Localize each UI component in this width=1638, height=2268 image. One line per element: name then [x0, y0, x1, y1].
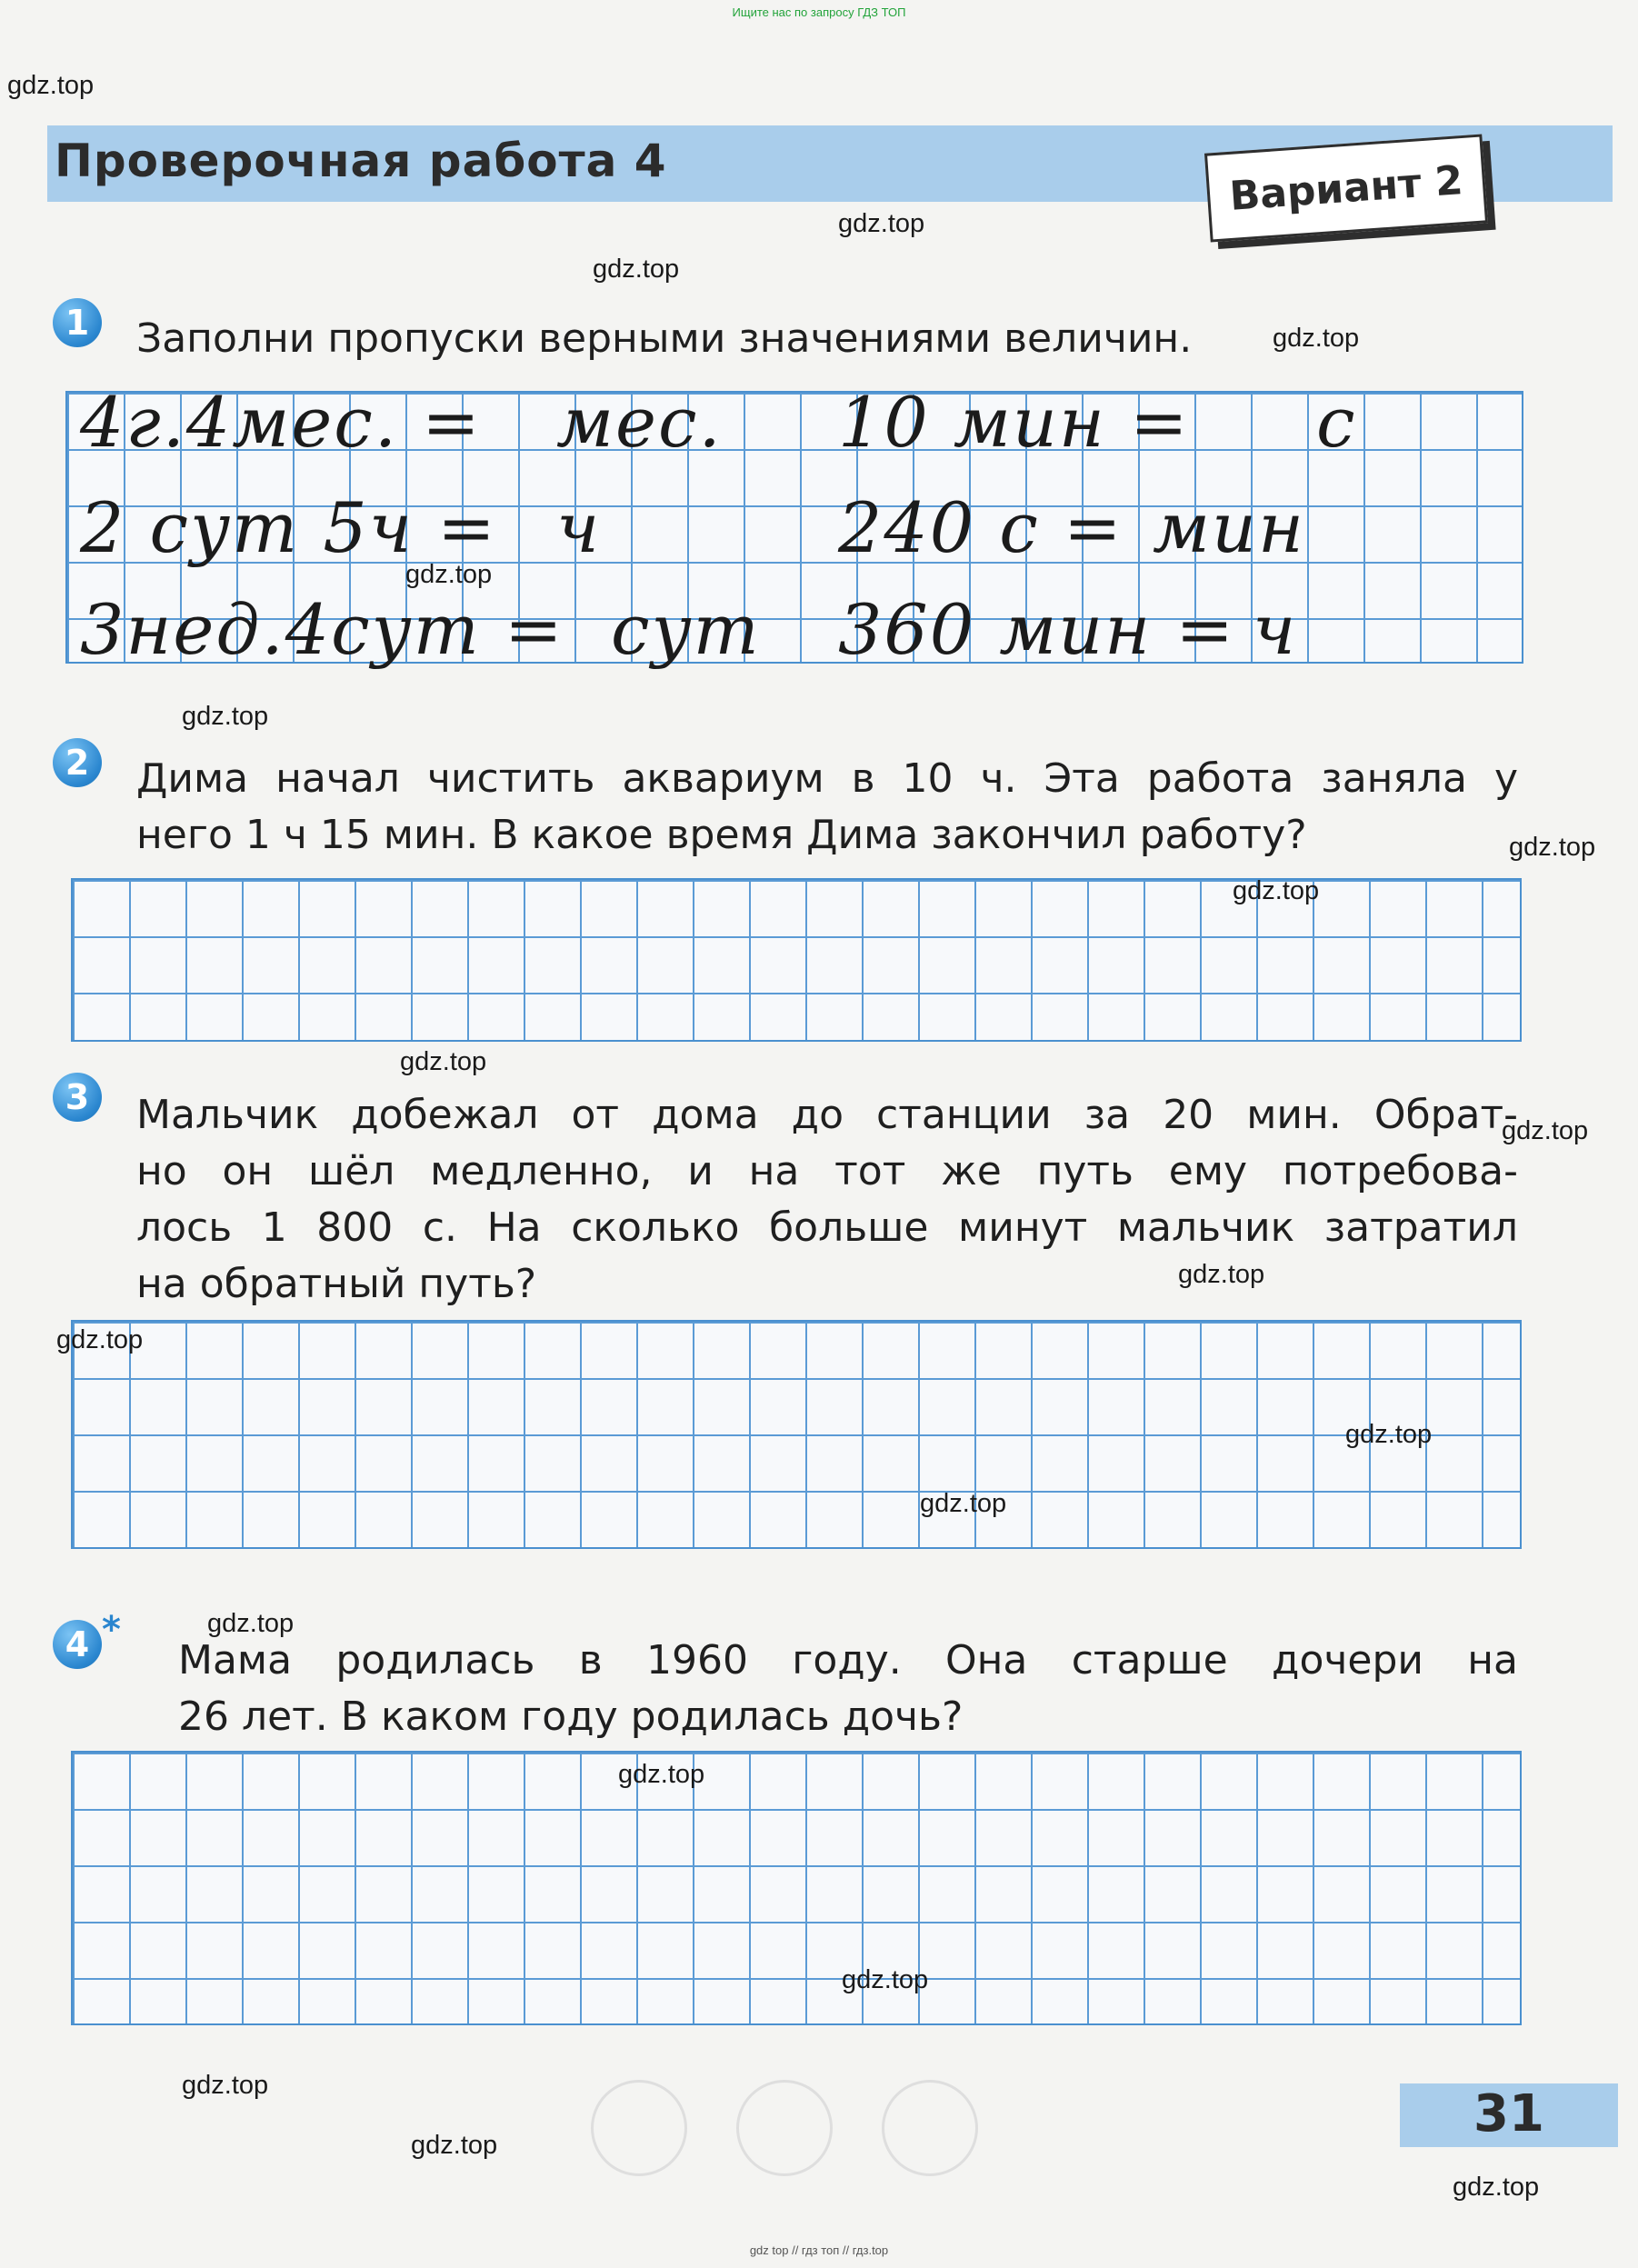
watermark: gdz.top	[1502, 1116, 1589, 1145]
watermark: gdz.top	[1233, 876, 1320, 905]
task4-answer-grid[interactable]	[71, 1751, 1522, 2025]
task-number-badge	[53, 1073, 102, 1122]
watermark: gdz.top	[1273, 324, 1360, 353]
watermark: gdz.top	[182, 2071, 269, 2100]
happy-face-icon	[882, 2080, 978, 2176]
task3-text-line4: на обратный путь?	[136, 1261, 537, 1307]
watermark: gdz.top	[618, 1760, 705, 1789]
task3-text-line2: но он шёл медленно, и на тот же путь ему потребова-	[136, 1148, 1518, 1194]
sad-face-icon	[591, 2080, 687, 2176]
task2-text-line1: Дима начал чистить аквариум в 10 ч. Эта работа заняла у	[136, 755, 1518, 802]
handwriting-row2-mid: ч	[556, 487, 602, 568]
watermark: gdz.top	[400, 1047, 487, 1076]
watermark: gdz.top	[920, 1489, 1007, 1518]
variant-badge	[1204, 134, 1488, 242]
page-number: 31	[1473, 2084, 1544, 2143]
watermark: gdz.top	[1453, 2173, 1540, 2202]
watermark: gdz.top	[182, 702, 269, 731]
task-number-badge	[53, 298, 102, 347]
watermark: gdz.top	[405, 560, 493, 589]
handwriting-row1-left: 4г.4мес. =	[80, 382, 482, 463]
task-number: 1	[65, 303, 90, 343]
handwriting-row2-left: 2 сут 5ч =	[80, 487, 497, 568]
handwriting-row1-mid: мес.	[556, 382, 723, 463]
handwriting-row2-right: 240 с =	[838, 487, 1124, 568]
task-number: 3	[65, 1077, 90, 1117]
handwriting-row1-right: 10 мин =	[838, 382, 1190, 463]
task4-text-line2: 26 лет. В каком году родилась дочь?	[178, 1694, 964, 1740]
watermark: gdz.top	[207, 1609, 295, 1638]
task1-text: Заполни пропуски верными значениями величин.	[136, 315, 1193, 362]
watermark: gdz.top	[593, 255, 680, 284]
watermark: gdz.top	[56, 1325, 144, 1354]
page-title: Проверочная работа 4	[55, 135, 667, 187]
handwriting-row3-left: 3нед.4сут =	[80, 589, 564, 670]
challenge-star-icon: *	[102, 1609, 121, 1651]
watermark: gdz.top	[838, 209, 925, 238]
task3-answer-grid[interactable]	[71, 1320, 1522, 1549]
task-number: 4	[65, 1624, 90, 1664]
task4-text-line1: Мама родилась в 1960 году. Она старше дочери на	[178, 1637, 1518, 1684]
watermark: gdz.top	[1509, 833, 1596, 862]
task-number-badge	[53, 738, 102, 787]
watermark: gdz.top	[411, 2131, 498, 2160]
watermark: gdz.top	[1345, 1420, 1433, 1449]
bottom-links[interactable]: gdz top // гдз топ // гдз.top	[749, 2243, 889, 2257]
handwriting-row3-mid: сут	[611, 589, 761, 670]
handwriting-row1-unit: с	[1316, 382, 1357, 463]
watermark: gdz.top	[842, 1965, 929, 1994]
task3-text-line3: лось 1 800 с. На сколько больше минут мальчик затратил	[136, 1204, 1518, 1251]
watermark: gdz.top	[7, 71, 95, 100]
task3-text-line1: Мальчик добежал от дома до станции за 20 мин. Обрат-	[136, 1092, 1518, 1138]
task-number: 2	[65, 743, 90, 783]
watermark: gdz.top	[1178, 1260, 1265, 1289]
variant-label: Вариант 2	[1227, 156, 1465, 220]
handwriting-row2-unit: мин	[1153, 487, 1306, 568]
handwriting-row3-right: 360 мин =	[838, 589, 1236, 670]
neutral-face-icon	[736, 2080, 833, 2176]
top-search-hint[interactable]: Ищите нас по запросу ГДЗ ТОП	[732, 5, 906, 19]
task-number-badge	[53, 1620, 102, 1669]
handwriting-row3-unit: ч	[1253, 589, 1298, 670]
task2-text-line2: него 1 ч 15 мин. В какое время Дима закончил работу?	[136, 812, 1307, 858]
